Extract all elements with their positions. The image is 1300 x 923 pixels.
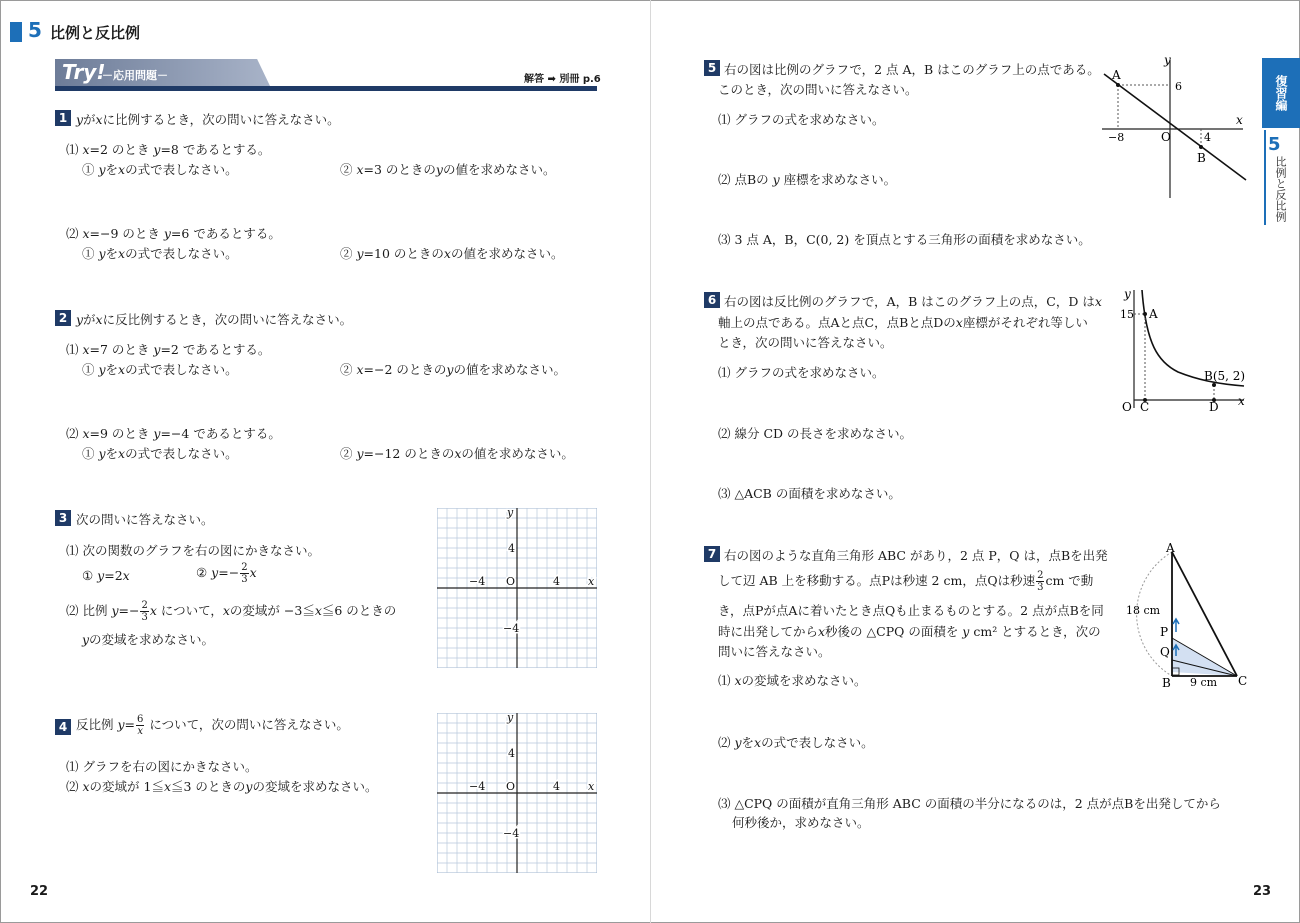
- graph-grid[interactable]: [437, 713, 597, 873]
- page-number-right: 23: [1253, 884, 1272, 899]
- sub-item: ② 𝑦=−12 のときの𝑥の値を求めなさい。: [340, 446, 574, 461]
- sub-question: ⑴ グラフの式を求めなさい。: [718, 365, 885, 380]
- question-stem: 𝑦が𝑥に比例するとき，次の問いに答えなさい。: [76, 112, 340, 127]
- text: 𝑥 について，𝑥の変域が −3≦𝑥≦6 のときの: [149, 603, 397, 618]
- numerator: 2: [241, 562, 248, 573]
- page-number-left: 22: [30, 884, 49, 899]
- question-stem: 𝑦が𝑥に反比例するとき，次の問いに答えなさい。: [76, 312, 353, 327]
- denominator: 𝑥: [137, 726, 144, 737]
- label-x: 𝑥: [588, 575, 595, 588]
- label-x: 𝑥: [1236, 113, 1243, 127]
- tick-minus4: −4: [503, 827, 520, 840]
- text: について，次の問いに答えなさい。: [145, 717, 349, 732]
- sub-question: ⑴ 𝑥=2 のとき 𝑦=8 であるとする。: [66, 142, 271, 157]
- chapter-marker: [10, 22, 22, 42]
- tick-minus4: −4: [469, 575, 486, 588]
- label-b: B: [1162, 676, 1171, 690]
- sub-question-cont: 何秒後か，求めなさい。: [732, 815, 870, 830]
- sub-question: [66, 600, 396, 623]
- sub-question: ⑴ 𝑥の変域を求めなさい。: [718, 673, 867, 688]
- point-b: [1212, 383, 1216, 387]
- sub-item: ① 𝑦を𝑥の式で表しなさい。: [82, 362, 238, 377]
- label-y: 𝑦: [507, 713, 514, 724]
- try-underline: [55, 86, 597, 91]
- question-stem: 右の図のような直角三角形 ABC があり，2 点 P，Q は，点Bを出発: [724, 548, 1108, 563]
- chapter-title: 比例と反比例: [50, 24, 141, 42]
- label-a: A: [1112, 68, 1121, 82]
- question-stem: 軸上の点である。点Aと点C，点Bと点Dの𝑥座標がそれぞれ等しい: [718, 315, 1088, 330]
- question-stem: [718, 570, 1093, 593]
- sub-item: [196, 562, 257, 585]
- denominator: 3: [141, 612, 148, 623]
- question-number: 4: [55, 719, 71, 735]
- tick-4: 4: [508, 747, 515, 760]
- question-stem: 問いに答えなさい。: [718, 644, 831, 659]
- text: して辺 AB 上を移動する。点Pは秒速 2 cm，点Qは秒速: [718, 573, 1036, 588]
- sub-question: ⑶ △CPQ の面積が直角三角形 ABC の面積の半分になるのは，2 点が点Bを出発してから: [718, 796, 1221, 811]
- label-o: O: [1122, 400, 1132, 414]
- label-a: A: [1149, 307, 1158, 321]
- sub-question: ⑵ 点Bの 𝑦 座標を求めなさい。: [718, 172, 897, 187]
- fraction: [240, 562, 248, 585]
- label-b: B: [1197, 151, 1206, 165]
- sidebar-number: 5: [1268, 134, 1281, 155]
- figure-q7: [1120, 540, 1252, 690]
- fraction: [1036, 570, 1044, 593]
- text: 𝑥: [249, 565, 257, 580]
- label-18cm: 18 cm: [1126, 604, 1161, 617]
- sidebar-tab[interactable]: 復習編: [1262, 58, 1300, 128]
- label-15: 15: [1120, 308, 1134, 321]
- label-y: 𝑦: [1164, 53, 1171, 67]
- sub-question: ⑴ 𝑥=7 のとき 𝑦=2 であるとする。: [66, 342, 271, 357]
- label-o: O: [1161, 130, 1171, 144]
- point-b: [1199, 145, 1203, 149]
- text: cm で動: [1045, 573, 1094, 588]
- numerator: 2: [141, 600, 148, 611]
- tick-minus4: −4: [469, 780, 486, 793]
- figure-q6: [1118, 284, 1250, 414]
- sub-item: ② 𝑥=−2 のときの𝑦の値を求めなさい。: [340, 362, 566, 377]
- label-p: P: [1160, 625, 1169, 639]
- sub-question: ⑴ グラフの式を求めなさい。: [718, 112, 885, 127]
- sub-question: ⑶ △ACB の面積を求めなさい。: [718, 486, 901, 501]
- arrow-up-icon: [1173, 619, 1179, 632]
- label-c: C: [1238, 674, 1248, 688]
- question-number: 7: [704, 546, 720, 562]
- question-number: 1: [55, 110, 71, 126]
- label-9cm: 9 cm: [1190, 676, 1218, 689]
- label-x: 𝑥: [588, 780, 595, 793]
- sub-question: ⑶ 3 点 A，B，C(0, 2) を頂点とする三角形の面積を求めなさい。: [718, 232, 1091, 247]
- label-y: 𝑦: [1124, 287, 1131, 301]
- question-stem: き，点Pが点Aに着いたとき点Qも止まるものとする。2 点が点Bを同: [718, 603, 1104, 618]
- question-number: 3: [55, 510, 71, 526]
- label-6: 6: [1175, 80, 1182, 93]
- fraction: [136, 714, 144, 737]
- question-stem: [76, 714, 349, 737]
- label-x: 𝑥: [1238, 394, 1245, 408]
- question-stem: とき，次の問いに答えなさい。: [718, 335, 893, 350]
- tick-4: 4: [553, 575, 560, 588]
- sub-item: ① 𝑦を𝑥の式で表しなさい。: [82, 446, 238, 461]
- sub-item: ① 𝑦を𝑥の式で表しなさい。: [82, 246, 238, 261]
- question-number: 6: [704, 292, 720, 308]
- question-stem: 次の問いに答えなさい。: [76, 512, 214, 527]
- question-number: 2: [55, 310, 71, 326]
- sub-item: ① 𝑦=2𝑥: [82, 568, 130, 583]
- sub-question: ⑵ 線分 CD の長さを求めなさい。: [718, 426, 913, 441]
- tick-minus4: −4: [503, 622, 520, 635]
- label-minus8: −8: [1108, 131, 1125, 144]
- graph-grid[interactable]: [437, 508, 597, 668]
- tick-4: 4: [553, 780, 560, 793]
- sub-question: ⑴ 次の関数のグラフを右の図にかきなさい。: [66, 543, 320, 558]
- spine-divider: [650, 0, 651, 923]
- sub-item: ② 𝑥=3 のときの𝑦の値を求めなさい。: [340, 162, 556, 177]
- numerator: 6: [137, 714, 144, 725]
- label-4: 4: [1204, 131, 1211, 144]
- label-c: C: [1140, 400, 1150, 414]
- chapter-number: 5: [28, 18, 42, 42]
- label-d: D: [1209, 400, 1219, 414]
- figure-q5: [1098, 52, 1250, 202]
- question-stem: 右の図は比例のグラフで，2 点 A，B はこのグラフ上の点である。: [724, 62, 1100, 77]
- label-o: O: [506, 575, 516, 588]
- sub-question: ⑵ 𝑦を𝑥の式で表しなさい。: [718, 735, 874, 750]
- question-stem: 時に出発してから𝑥秒後の △CPQ の面積を 𝑦 cm² とするとき，次の: [718, 624, 1101, 639]
- label-b: B(5, 2): [1204, 369, 1246, 383]
- text: ⑵ 比例 𝑦=−: [66, 603, 140, 618]
- label-a: A: [1166, 541, 1175, 555]
- sub-question-cont: 𝑦の変域を求めなさい。: [82, 632, 215, 647]
- question-stem: 右の図は反比例のグラフで，A，B はこのグラフ上の点，C，D は𝑥: [724, 294, 1102, 309]
- label-o: O: [506, 780, 516, 793]
- sidebar-label: 比例と反比例: [1274, 156, 1287, 222]
- point-a: [1116, 83, 1120, 87]
- text: ② 𝑦=−: [196, 565, 240, 580]
- label-y: 𝑦: [507, 508, 514, 519]
- point-a: [1143, 312, 1147, 316]
- answer-reference: 解答 ➡ 別冊 p.6: [524, 74, 601, 85]
- sub-question: ⑵ 𝑥=−9 のとき 𝑦=6 であるとする。: [66, 226, 281, 241]
- question-number: 5: [704, 60, 720, 76]
- try-title: Try!: [62, 60, 106, 84]
- sub-question: ⑵ 𝑥の変域が 1≦𝑥≦3 のときの𝑦の変域を求めなさい。: [66, 779, 378, 794]
- label-q: Q: [1160, 645, 1170, 659]
- question-stem: このとき，次の問いに答えなさい。: [718, 82, 918, 97]
- sub-item: ① 𝑦を𝑥の式で表しなさい。: [82, 162, 238, 177]
- text: 反比例 𝑦=: [76, 717, 136, 732]
- denominator: 3: [241, 574, 248, 585]
- tick-4: 4: [508, 542, 515, 555]
- sub-question: ⑵ 𝑥=9 のとき 𝑦=−4 であるとする。: [66, 426, 281, 441]
- numerator: 2: [1037, 570, 1044, 581]
- fraction: [140, 600, 148, 623]
- sub-question: ⑴ グラフを右の図にかきなさい。: [66, 759, 258, 774]
- try-subtitle: －応用問題－: [102, 69, 168, 82]
- denominator: 3: [1037, 582, 1044, 593]
- sub-item: ② 𝑦=10 のときの𝑥の値を求めなさい。: [340, 246, 564, 261]
